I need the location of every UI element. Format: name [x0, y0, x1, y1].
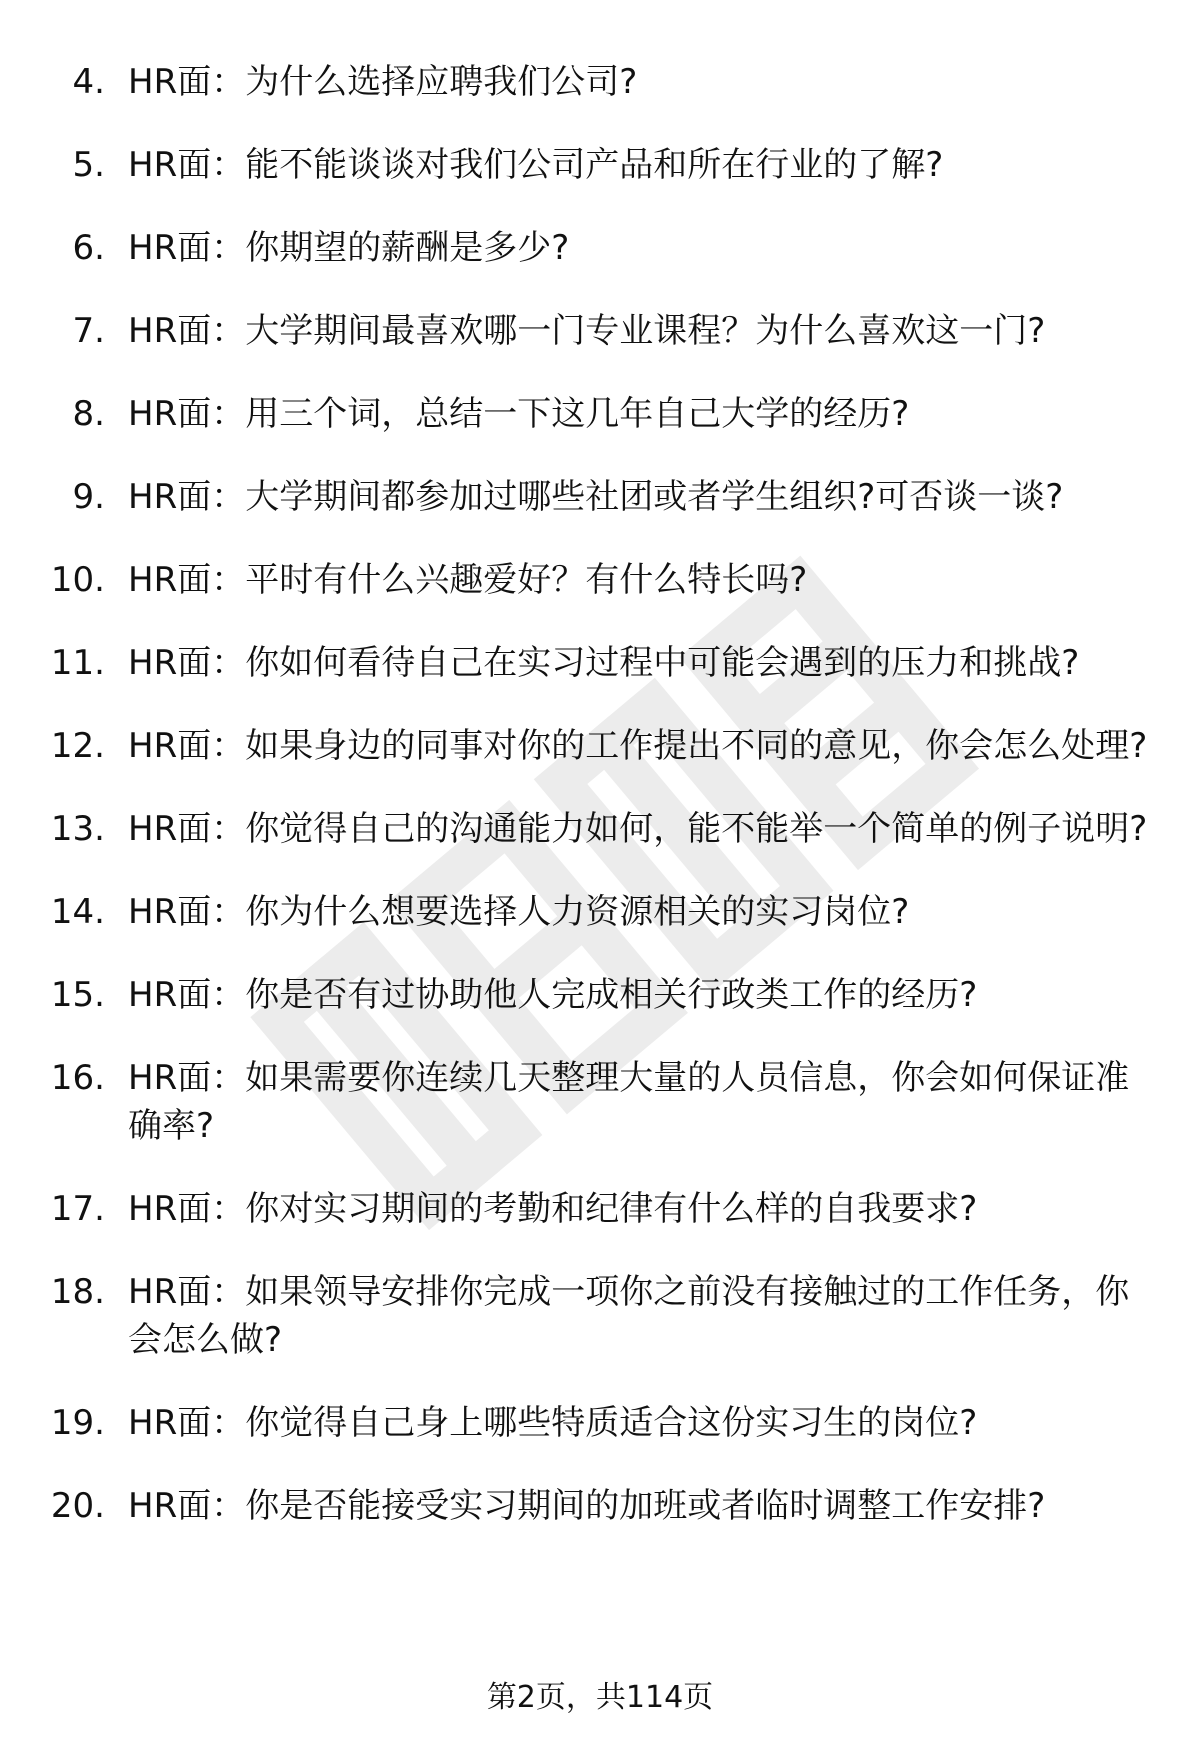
- list-item: [0, 141, 1200, 189]
- item-text: HR面：你是否有过协助他人完成相关行政类工作的经历?: [128, 975, 978, 1015]
- list-item: [0, 639, 1200, 687]
- item-number: 11.: [50, 643, 105, 683]
- list-item: [0, 556, 1200, 604]
- item-text: HR面：如果领导安排你完成一项你之前没有接触过的工作任务，你会怎么做?: [128, 1272, 1130, 1360]
- list-item: [0, 1185, 1200, 1233]
- item-number: 15.: [50, 975, 105, 1015]
- item-number: 17.: [50, 1189, 105, 1229]
- item-text: HR面：如果需要你连续几天整理大量的人员信息，你会如何保证准确率?: [128, 1058, 1130, 1146]
- list-item: [0, 888, 1200, 936]
- item-text: HR面：你如何看待自己在实习过程中可能会遇到的压力和挑战?: [128, 643, 1080, 683]
- page-number-footer: 第2页，共114页: [486, 1680, 714, 1715]
- list-item: [0, 473, 1200, 521]
- item-number: 18.: [50, 1272, 105, 1312]
- item-number: 4.: [72, 62, 105, 102]
- item-text: HR面：大学期间最喜欢哪一门专业课程？为什么喜欢这一门?: [128, 311, 1046, 351]
- item-text: HR面：如果身边的同事对你的工作提出不同的意见，你会怎么处理?: [128, 726, 1148, 766]
- item-text: HR面：能不能谈谈对我们公司产品和所在行业的了解?: [128, 145, 944, 185]
- list-item: [0, 1399, 1200, 1447]
- list-item: [0, 307, 1200, 355]
- item-number: 9.: [72, 477, 105, 517]
- item-number: 12.: [50, 726, 105, 766]
- list-item: [0, 1054, 1200, 1150]
- item-text: HR面：你为什么想要选择人力资源相关的实习岗位?: [128, 892, 910, 932]
- item-number: 5.: [72, 145, 105, 185]
- item-text: HR面：你觉得自己的沟通能力如何，能不能举一个简单的例子说明?: [128, 809, 1148, 849]
- item-text: HR面：大学期间都参加过哪些社团或者学生组织?可否谈一谈?: [128, 477, 1064, 517]
- list-item: [0, 224, 1200, 272]
- list-item: [0, 390, 1200, 438]
- item-text: HR面：平时有什么兴趣爱好？有什么特长吗?: [128, 560, 808, 600]
- item-text: HR面：你是否能接受实习期间的加班或者临时调整工作安排?: [128, 1486, 1046, 1526]
- item-number: 20.: [50, 1486, 105, 1526]
- item-text: HR面：你觉得自己身上哪些特质适合这份实习生的岗位?: [128, 1403, 978, 1443]
- item-number: 10.: [50, 560, 105, 600]
- question-list: [0, 58, 1200, 1565]
- list-item: [0, 1482, 1200, 1530]
- item-number: 19.: [50, 1403, 105, 1443]
- list-item: [0, 58, 1200, 106]
- list-item: [0, 805, 1200, 853]
- item-text: HR面：你期望的薪酬是多少?: [128, 228, 570, 268]
- item-number: 16.: [50, 1058, 105, 1098]
- item-text: HR面：用三个词，总结一下这几年自己大学的经历?: [128, 394, 910, 434]
- item-number: 7.: [72, 311, 105, 351]
- item-number: 8.: [72, 394, 105, 434]
- item-text: HR面：为什么选择应聘我们公司?: [128, 62, 638, 102]
- item-number: 6.: [72, 228, 105, 268]
- list-item: [0, 1268, 1200, 1364]
- list-item: [0, 971, 1200, 1019]
- list-item: [0, 722, 1200, 770]
- item-number: 13.: [50, 809, 105, 849]
- item-number: 14.: [50, 892, 105, 932]
- item-text: HR面：你对实习期间的考勤和纪律有什么样的自我要求?: [128, 1189, 978, 1229]
